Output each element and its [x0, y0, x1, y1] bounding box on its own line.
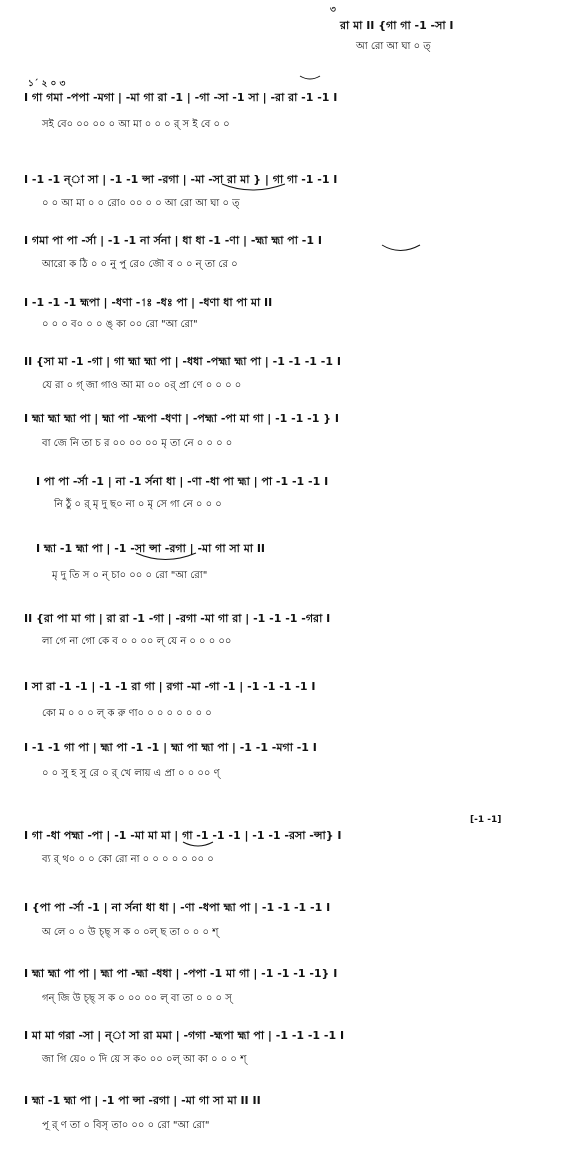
lyric-line: ০ ০ আ মা ০ ০ রো০ ০০ ০ ০ আ রো আ ঘা ০ ত্ — [42, 198, 240, 209]
lyric-line: যে রা ০ গ্ জা গাও আ মা ০০ ০র্ প্রা ণে ০ ০ ০ ০ — [42, 380, 242, 391]
beat-marks: [-1 -1] — [470, 815, 502, 825]
notation-line: I গা -ধা পহ্মা -পা | -1 -মা মা মা | গা -1 -1 -1 | -1 -1 -রসা -ন্সা} I — [24, 829, 342, 842]
notation-line: I গা গমা -পপা -মগা | -মা গা রা -1 | -গা -সা -1 সা | -রা রা -1 -1 I — [24, 91, 338, 104]
notation-line: II {সা মা -1 -গা | গা হ্মা হ্মা পা | -ধধা -পহ্মা হ্মা পা | -1 -1 -1 -1 I — [24, 355, 341, 368]
notation-line: I -1 -1 -1 হ্মপা | -ধণা -1ঃ -ধঃ পা | -ধণা ধা পা মা II — [24, 296, 273, 309]
lyric-line: অ লে ০ ০ উ চ্ছ্ স ক ০ ০ল্ ছ তা ০ ০ ০ শ্ — [42, 927, 219, 938]
notation-line: রা মা II {গা গা -1 -সা I — [340, 19, 454, 32]
lyric-line: জা গি য়ে০ ০ দি য়ে স ক০ ০০ ০ল্ আ কা ০ ০ ০ শ্ — [42, 1054, 247, 1065]
lyric-line: ০ ০ সু হ সু রে ০ র্ খে লায় এ প্রা ০ ০ ০০ ণ্ — [42, 768, 220, 779]
lyric-line: সই বে০ ০০ ০০ ০ আ মা ০ ০ ০ র্ স ই বে ০ ০ — [42, 119, 230, 130]
beat-marks: ৩ — [330, 5, 336, 15]
notation-line: I পা পা -র্সা -1 | না -1 র্সনা ধা | -ণা -ধা পা হ্মা | পা -1 -1 -1 I — [36, 475, 329, 488]
notation-line: I হ্মা -1 হ্মা পা | -1 -সা ন্সা -রগা | -মা গা সা মা II — [36, 542, 266, 555]
notation-line: II {রা পা মা গা | রা রা -1 -গা | -রগা -মা গা রা | -1 -1 -1 -গরা I — [24, 612, 331, 625]
lyric-line: মৃ দু তি স ০ ন্ চা০ ০০ ০ রো "আ রো" — [52, 570, 208, 581]
lyric-line: গন্ জি উ চ্ছ্ স ক ০ ০০ ০০ ল্ বা তা ০ ০ ০ স্ — [42, 993, 232, 1004]
lyric-line: ব্য র্ থ০ ০ ০ কো রো না ০ ০ ০ ০ ০ ০০ ০ — [42, 854, 214, 865]
notation-line: I গমা পা পা -র্সা | -1 -1 না র্সনা | ধা ধা -1 -ণা | -হ্মা হ্মা পা -1 I — [24, 234, 322, 247]
notation-line: I -1 -1 গা পা | হ্মা পা -1 -1 | হ্মা পা হ্মা পা | -1 -1 -মগা -1 I — [24, 741, 317, 754]
lyric-line: আরো ক ঠি ০ ০ নু পু রে০ জৌ ব ০ ০ ন্ তা রে ০ — [42, 259, 238, 270]
lyric-line: ০ ০ ০ ব০ ০ ০ ঙ্ কা ০০ রো "আ রো" — [42, 319, 198, 330]
notation-line: I সা রা -1 -1 | -1 -1 রা গা | রগা -মা -গা -1 | -1 -1 -1 -1 I — [24, 680, 316, 693]
notation-line: I হ্মা হ্মা পা পা | হ্মা পা -হ্মা -ধধা | -পপা -1 মা গা | -1 -1 -1 -1} I — [24, 967, 338, 980]
lyric-line: নি ঠুঁ ০ র্ মৃ দু ছ০ না ০ মৃ সে গা নে ০ ০ ০ — [54, 499, 222, 510]
notation-line: I মা মা গরা -সা | ন্া সা রা মমা | -গগা -হ্মপা হ্মা পা | -1 -1 -1 -1 I — [24, 1029, 345, 1042]
notation-line: I হ্মা হ্মা হ্মা পা | হ্মা পা -হ্মপা -ধণা | -পহ্মা -পা মা গা | -1 -1 -1 } I — [24, 412, 339, 425]
lyric-line: পূ র্ ণ তা ০ বিসৃ তা০ ০০ ০ রো "আ রো" — [42, 1120, 210, 1131]
notation-line: I হ্মা -1 হ্মা পা | -1 পা ন্সা -রগা | -মা গা সা মা II II — [24, 1094, 261, 1107]
lyric-line: লা গে না গো কে ব ০ ০ ০০ ল্ যে ন ০ ০ ০ ০০ — [42, 636, 232, 647]
lyric-line: বা জে নি তা চ র ০০ ০০ ০০ মৃ তা নে ০ ০ ০ ০ — [42, 438, 233, 449]
notation-line: I -1 -1 ন্া সা | -1 -1 ন্সা -রগা | -মা -সা রা মা } | গা গা -1 -1 I — [24, 173, 338, 186]
lyric-line: কো ম ০ ০ ০ ল্ ক রু ণা০ ০ ০ ০ ০ ০ ০ ০ — [42, 708, 212, 719]
beat-marks: ১´ ২ ০ ৩ — [28, 79, 66, 89]
lyric-line: আ রো আ ঘা ০ ত্ — [356, 41, 431, 52]
notation-line: I {পা পা -র্সা -1 | না র্সনা ধা ধা | -ণা -ধপা হ্মা পা | -1 -1 -1 -1 I — [24, 901, 331, 914]
